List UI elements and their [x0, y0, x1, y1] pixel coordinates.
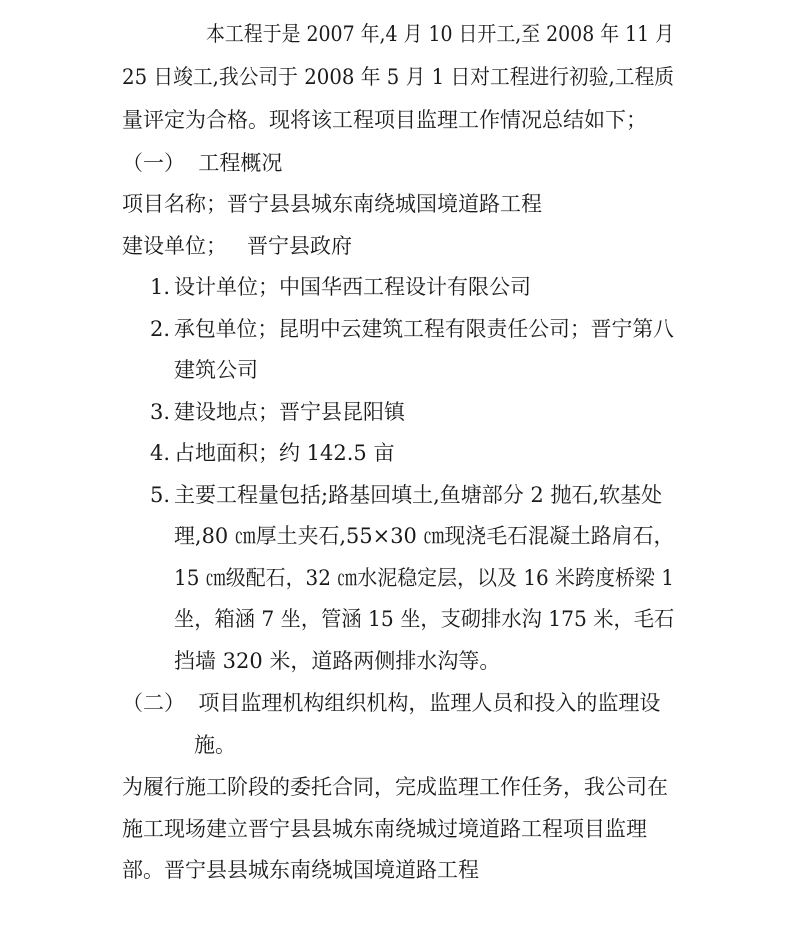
list-item-5-text-line-4: 坐，箱涵 7 坐，管涵 15 坐，支砌排水沟 175 米，毛石	[174, 607, 675, 631]
list-item-4-number: 4.	[150, 441, 171, 465]
section-2-heading-line-2: 施。	[194, 733, 236, 757]
list-item-1-number: 1.	[150, 275, 171, 299]
section-2-heading-line-1: （二） 项目监理机构组织机构，监理人员和投入的监理设	[122, 691, 661, 715]
list-item-5-number: 5.	[150, 483, 171, 507]
list-item-5-text-line-5: 挡墙 320 米，道路两侧排水沟等。	[174, 649, 501, 673]
section-2-body-line-3: 部。晋宁县县城东南绕城国境道路工程	[122, 858, 479, 882]
list-item-2-number: 2.	[150, 317, 171, 341]
list-item-3-number: 3.	[150, 400, 171, 424]
list-item-5-text-line-2: 理,80 ㎝厚土夹石,55×30 ㎝现浇毛石混凝土路肩石，	[174, 524, 675, 548]
list-item-2-text-line-1: 承包单位；昆明中云建筑工程有限责任公司；晋宁第八	[174, 317, 675, 341]
section-2-body-line-1: 为履行施工阶段的委托合同，完成监理工作任务，我公司在	[122, 775, 668, 799]
intro-line-2: 25 日竣工,我公司于 2008 年 5 月 1 日对工程进行初验,工程质	[122, 65, 674, 89]
list-item-5-text-line-1: 主要工程量包括;路基回填土,鱼塘部分 2 抛石,软基处	[174, 483, 663, 507]
intro-line-3: 量评定为合格。现将该工程项目监理工作情况总结如下；	[122, 108, 647, 132]
list-item-5-text-line-3: 15 ㎝级配石，32 ㎝水泥稳定层，以及 16 米跨度桥梁 1	[174, 566, 674, 590]
list-item-1-text: 设计单位；中国华西工程设计有限公司	[174, 275, 531, 299]
list-item-2-text-line-2: 建筑公司	[174, 358, 258, 382]
list-item-3-text: 建设地点；晋宁县昆阳镇	[174, 400, 405, 424]
list-item-4-text: 占地面积；约 142.5 亩	[174, 441, 395, 465]
project-name: 项目名称；晋宁县县城东南绕城国境道路工程	[122, 192, 542, 216]
builder-unit: 建设单位； 晋宁县政府	[122, 234, 353, 258]
intro-line-1: 本工程于是 2007 年,4 月 10 日开工,至 2008 年 11 月	[206, 22, 675, 46]
section-2-body-line-2: 施工现场建立晋宁县县城东南绕城过境道路工程项目监理	[122, 817, 647, 841]
section-1-heading: （一） 工程概况	[122, 151, 283, 175]
